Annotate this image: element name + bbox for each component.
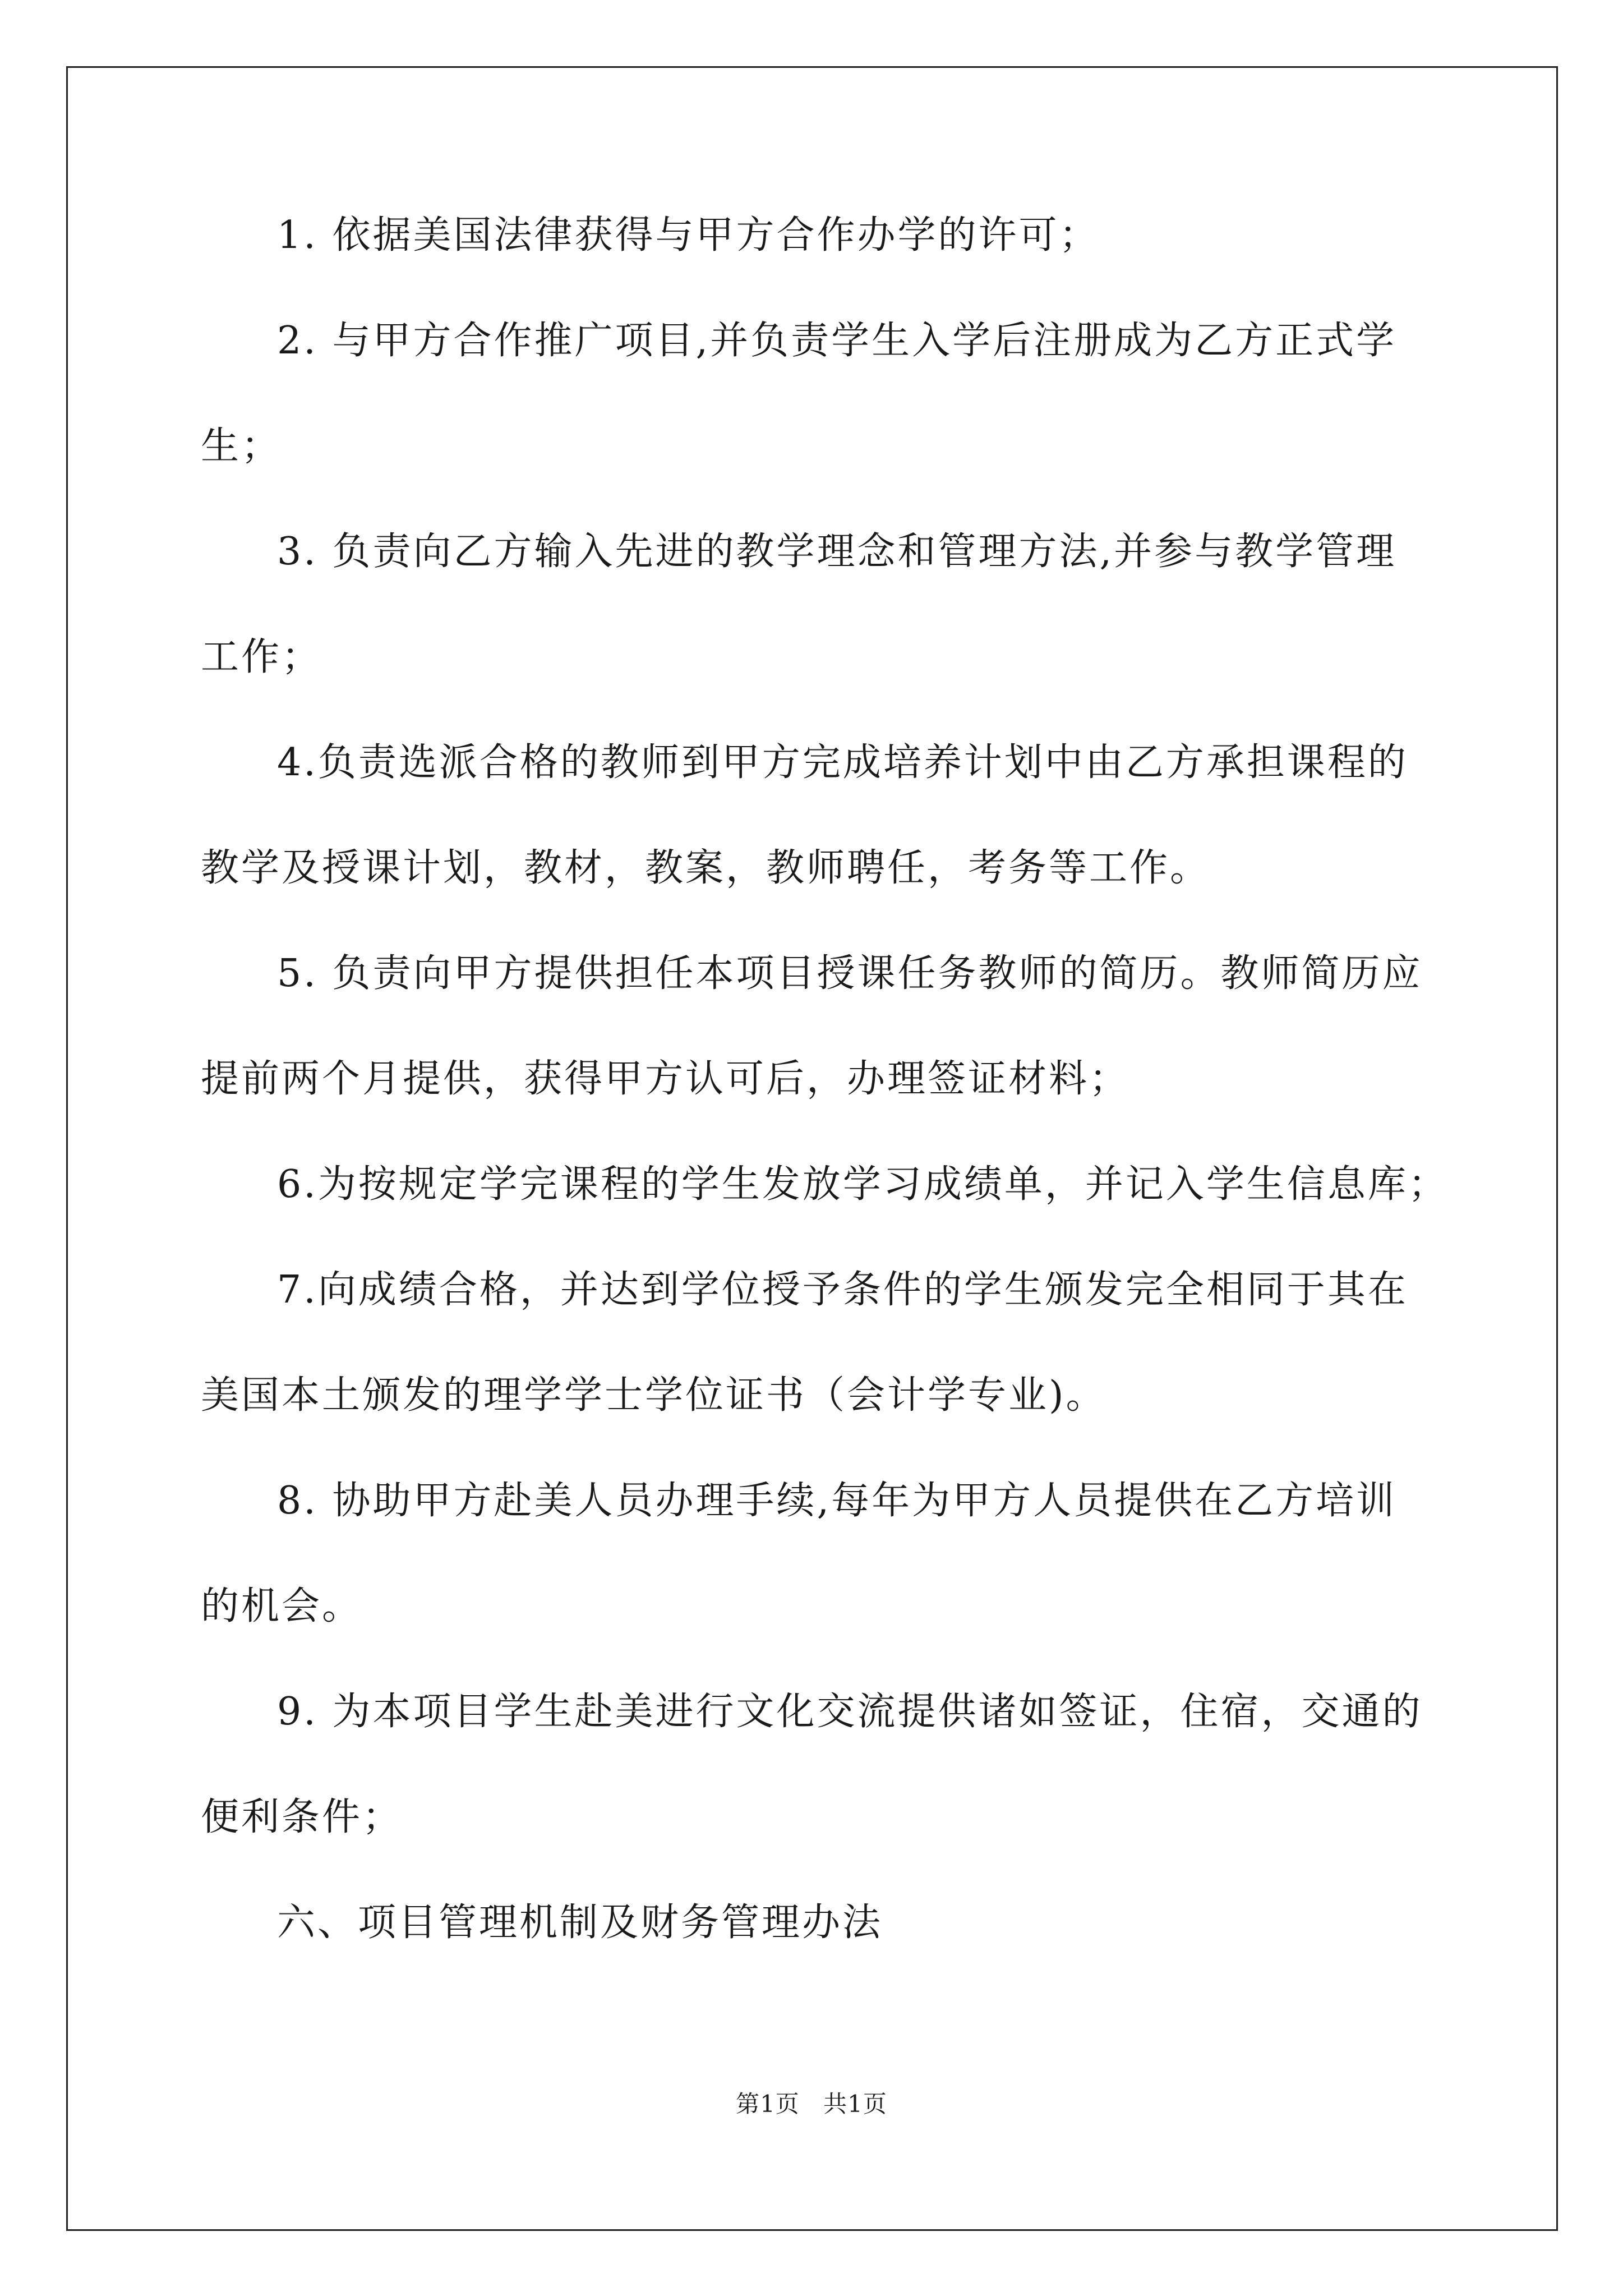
paragraph-line: 1. 依据美国法律获得与甲方合作办学的许可； <box>277 213 1100 257</box>
paragraph-line: 便利条件； <box>201 1795 403 1839</box>
paragraph-line: 7.向成绩合格，并达到学位授予条件的学生颁发完全相同于其在 <box>277 1268 1408 1312</box>
page-number-current: 第1页 <box>736 2090 800 2118</box>
page-footer <box>0 2090 1623 2118</box>
paragraph-line: 5. 负责向甲方提供担任本项目授课任务教师的简历。教师简历应 <box>277 951 1423 996</box>
paragraph-line: 6.为按规定学完课程的学生发放学习成绩单，并记入学生信息库； <box>277 1162 1449 1207</box>
paragraph-line: 教学及授课计划，教材，教案，教师聘任，考务等工作。 <box>201 846 1211 890</box>
paragraph-line: 的机会。 <box>201 1584 363 1628</box>
paragraph-line: 工作； <box>201 635 322 679</box>
page-number-total: 共1页 <box>823 2090 887 2118</box>
paragraph-line: 美国本土颁发的理学学士学位证书（会计学专业)。 <box>201 1373 1106 1418</box>
paragraph-line: 生； <box>201 424 282 468</box>
paragraph-line: 2. 与甲方合作推广项目,并负责学生入学后注册成为乙方正式学 <box>277 319 1397 363</box>
section-heading: 六、项目管理机制及财务管理办法 <box>277 1901 883 1945</box>
paragraph-line: 提前两个月提供，获得甲方认可后，办理签证材料； <box>201 1057 1130 1101</box>
paragraph-line: 3. 负责向乙方输入先进的教学理念和管理方法,并参与教学管理 <box>277 530 1397 574</box>
paragraph-line: 9. 为本项目学生赴美进行文化交流提供诸如签证，住宿，交通的 <box>277 1690 1423 1734</box>
paragraph-line: 8. 协助甲方赴美人员办理手续,每年为甲方人员提供在乙方培训 <box>277 1479 1397 1523</box>
paragraph-line: 4.负责选派合格的教师到甲方完成培养计划中由乙方承担课程的 <box>277 740 1408 785</box>
